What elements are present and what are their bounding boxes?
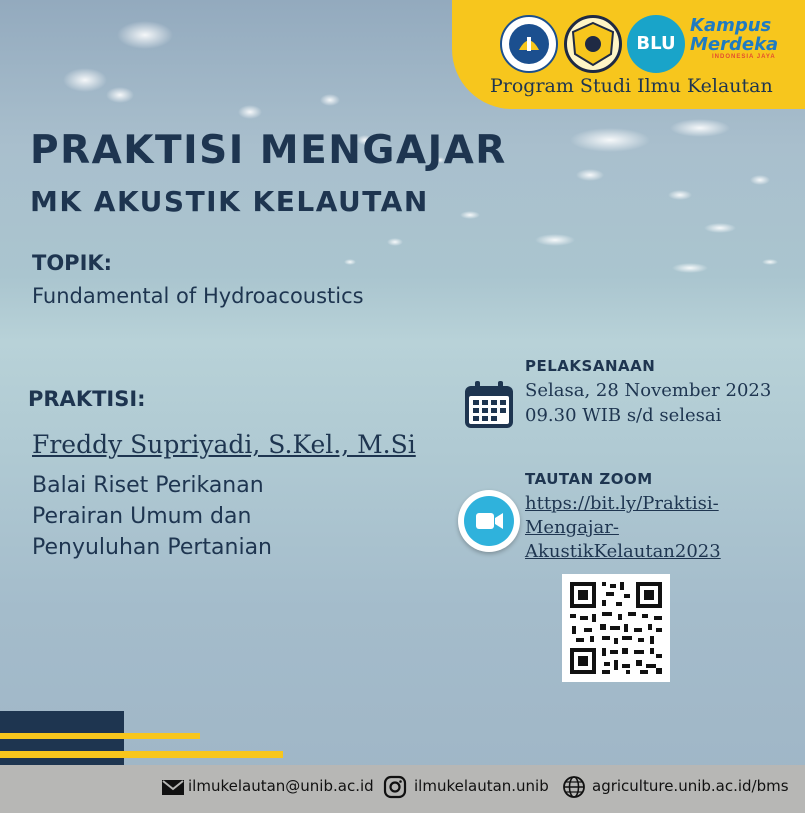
blu-logo: BLU [627, 15, 685, 73]
footer-email[interactable]: ilmukelautan@unib.ac.id [188, 777, 374, 795]
practitioner-label: PRAKTISI: [28, 387, 146, 411]
email-icon [161, 775, 185, 799]
topic-text: Fundamental of Hydroacoustics [32, 284, 364, 308]
kampus-line-1: Kampus [690, 15, 772, 36]
practitioner-name: Freddy Supriyadi, S.Kel., M.Si [32, 430, 416, 459]
practitioner-institution [32, 470, 272, 563]
institution-line: Balai Riset Perikanan [32, 473, 264, 498]
institution-line: Perairan Umum dan [32, 504, 252, 529]
schedule-label: PELAKSANAAN [525, 357, 656, 375]
video-camera-icon [464, 496, 514, 546]
kampus-line-3: INDONESIA JAYA [712, 54, 776, 60]
title-line-1: PRAKTISI MENGAJAR [30, 128, 507, 173]
decorative-yellow-stripe [0, 733, 200, 739]
zoom-label: TAUTAN ZOOM [525, 470, 653, 488]
institution-line: Penyuluhan Pertanian [32, 535, 272, 560]
kampus-merdeka-logo [690, 16, 800, 60]
title-line-2: MK AKUSTIK KELAUTAN [30, 185, 429, 218]
kampus-line-2: Merdeka [690, 34, 779, 55]
schedule-date: Selasa, 28 November 2023 [525, 380, 772, 401]
kemdikbud-emblem-icon [502, 17, 556, 71]
zoom-link-line[interactable]: Mengajar- [525, 517, 619, 538]
schedule-time: 09.30 WIB s/d selesai [525, 405, 722, 426]
qr-code-icon [562, 574, 670, 682]
calendar-icon [462, 378, 516, 432]
topic-label: TOPIK: [32, 251, 113, 275]
zoom-video-icon [458, 490, 520, 552]
zoom-link-line[interactable]: AkustikKelautan2023 [525, 541, 721, 562]
instagram-icon [383, 775, 407, 799]
program-title: Program Studi Ilmu Kelautan [490, 75, 773, 97]
unib-emblem-icon [567, 18, 619, 70]
zoom-link-line[interactable]: https://bit.ly/Praktisi- [525, 493, 719, 514]
globe-icon [562, 775, 586, 799]
kemdikbud-logo [500, 15, 558, 73]
footer-instagram[interactable]: ilmukelautan.unib [414, 777, 549, 795]
qr-code [562, 574, 670, 682]
unib-logo [564, 15, 622, 73]
zoom-link[interactable] [525, 492, 721, 564]
footer-website[interactable]: agriculture.unib.ac.id/bms [592, 777, 789, 795]
decorative-yellow-stripe [0, 751, 283, 758]
